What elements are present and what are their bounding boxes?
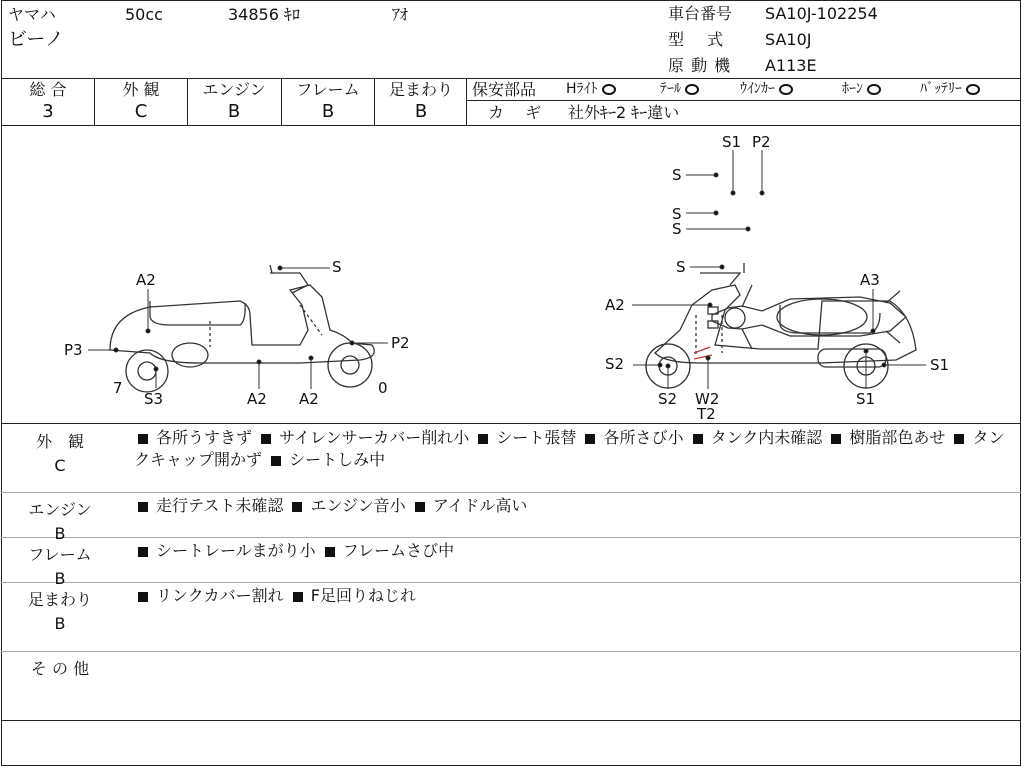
label-left-a2: A2 [136, 271, 156, 289]
label-right-s: S [676, 258, 686, 276]
engine-value: A113E [765, 56, 817, 75]
ok-circle-icon [602, 84, 616, 95]
divider [1, 537, 1021, 538]
label-right-t2: T2 [697, 405, 716, 423]
grade-suspension-label: 足まわり [388, 80, 453, 99]
scooter-top-view [708, 285, 906, 349]
label-top-p2: P2 [752, 133, 771, 151]
section-engine-label: エンジン B [28, 500, 92, 543]
grade-engine-value: B [227, 101, 241, 122]
divider [1, 582, 1021, 583]
maker: ヤマハ [8, 5, 56, 24]
key-value: 社外ｷｰ2 ｷｰ違い [568, 103, 680, 122]
label-left-s: S [332, 258, 342, 276]
section-frame-label: フレーム B [28, 545, 92, 588]
label-left-s3: S3 [144, 390, 164, 408]
mileage: 34856 ｷﾛ [228, 5, 300, 24]
type-label: 型 式 [668, 30, 724, 49]
label-right-s1: S1 [856, 390, 876, 408]
section-frame-notes: シートレールまがり小 フレームさび中 [134, 540, 1014, 562]
section-suspension-label: 足まわり B [27, 590, 92, 633]
label-top-s: S [672, 205, 682, 223]
label-top-s: S [672, 220, 682, 238]
grade-frame-value: B [321, 101, 335, 122]
label-right-w2: W2 [695, 390, 720, 408]
grade-engine-label: エンジン [202, 80, 266, 99]
ok-circle-icon [867, 84, 881, 95]
label-right-s1: S1 [930, 356, 950, 374]
label-left-7: 7 [113, 379, 123, 397]
type-value: SA10J [765, 30, 812, 49]
ok-circle-icon [685, 84, 699, 95]
label-right-a2: A2 [605, 296, 625, 314]
section-other-label: そ の 他 [30, 659, 90, 678]
divider [1, 651, 1021, 652]
frame-no-label: 車台番号 [668, 4, 733, 23]
ok-circle-icon [966, 84, 980, 95]
label-left-0: 0 [378, 379, 388, 397]
label-right-s2: S2 [658, 390, 678, 408]
label-right-a3: A3 [860, 271, 880, 289]
safety-label: 保安部品 [472, 80, 537, 99]
divider [1, 720, 1021, 721]
safety-horn: ﾎｰﾝ [842, 82, 881, 96]
label-left-p3: P3 [64, 341, 83, 359]
grade-overall-label: 総 合 [29, 80, 67, 99]
divider [466, 100, 1021, 101]
label-left-a2: A2 [247, 390, 267, 408]
engine-label: 原 動 機 [668, 56, 731, 75]
divider [1, 423, 1021, 424]
grade-overall-value: 3 [42, 101, 54, 122]
label-top-s: S [672, 166, 682, 184]
label-top-s1: S1 [722, 133, 742, 151]
section-exterior-label: 外 観 C [35, 432, 84, 475]
model-name: ビーノ [8, 28, 64, 50]
displacement: 50cc [125, 5, 163, 24]
safety-battery: ﾊﾞｯﾃﾘｰ [920, 82, 980, 96]
ok-circle-icon [779, 84, 793, 95]
safety-winker: ｳｲﾝｶｰ [740, 82, 793, 96]
section-suspension-notes: リンクカバー割れ F足回りねじれ [134, 585, 1014, 607]
grade-exterior-label: 外 観 [122, 80, 160, 99]
grade-suspension-value: B [414, 101, 428, 122]
label-left-p2: P2 [391, 334, 410, 352]
key-label: カ ギ [488, 103, 542, 122]
divider [1, 78, 1021, 79]
divider [1, 492, 1021, 493]
section-exterior-notes: 各所うすきず サイレンサーカバー削れ小 シート張替 各所さび小 タンク内未確認 樹脂部色あせ タンクキャップ開かず シートしみ中 [134, 428, 1005, 469]
damage-diagram [0, 125, 1024, 425]
frame-no: SA10J-102254 [765, 4, 878, 23]
grade-frame-label: フレーム [296, 80, 360, 99]
color: ｱｵ [392, 5, 409, 24]
label-left-a2: A2 [299, 390, 319, 408]
label-right-s2: S2 [605, 355, 625, 373]
section-engine-notes: 走行テスト未確認 エンジン音小 アイドル高い [134, 495, 1014, 517]
safety-taillight: ﾃｰﾙ [660, 82, 699, 96]
safety-headlight: Hﾗｲﾄ [566, 82, 616, 96]
grade-exterior-value: C [134, 101, 148, 122]
